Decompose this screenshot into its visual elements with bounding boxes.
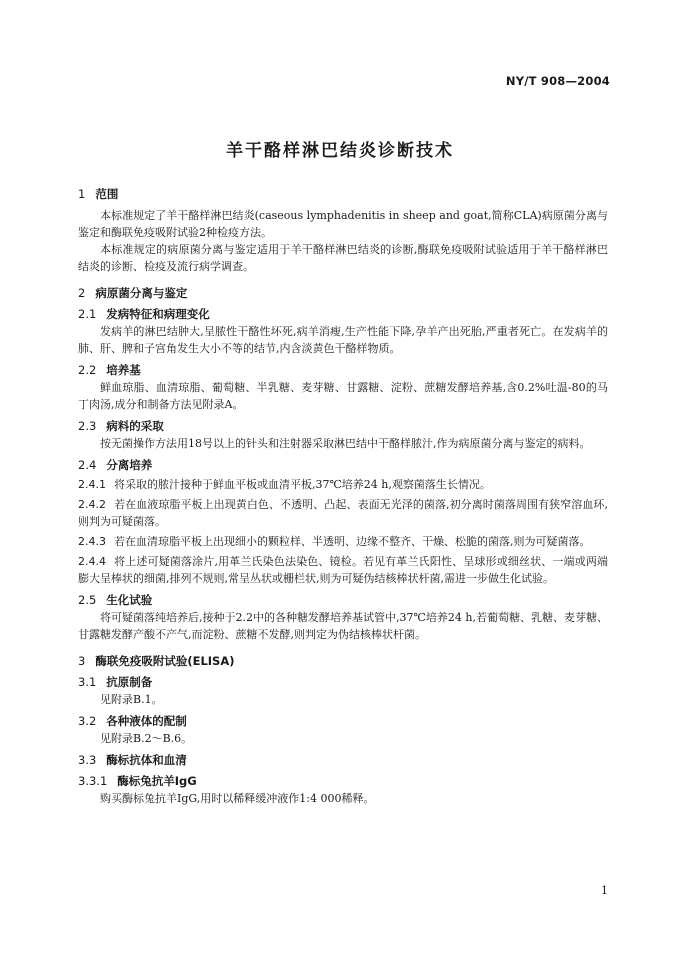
page-number: 1 bbox=[601, 884, 608, 897]
subsection-title: 生化试验 bbox=[106, 593, 153, 607]
paragraph: 购买酶标兔抗羊IgG,用时以稀释缓冲液作1:4 000稀释。 bbox=[100, 792, 375, 805]
subsection-number: 3.3.1 bbox=[78, 774, 108, 788]
clause-2-4-1 bbox=[78, 476, 608, 493]
clause-2-4-4 bbox=[78, 553, 608, 587]
subsection-title: 病料的采取 bbox=[106, 419, 164, 433]
section-heading-1 bbox=[78, 186, 608, 202]
subsection-heading-2-2 bbox=[78, 362, 608, 378]
section-title: 范围 bbox=[95, 187, 119, 201]
clause-number: 2.4.2 bbox=[78, 498, 106, 511]
section-title: 病原菌分离与鉴定 bbox=[95, 286, 188, 300]
paragraph: 将可疑菌落纯培养后,接种于2.2中的各种糖发酵培养基试管中,37℃培养24 h,若葡萄糖、乳糖、麦芽糖、甘露糖发酵产酸不产气,而淀粉、蔗糖不发酵,则判定为伪结核棒状杆菌。 bbox=[78, 611, 608, 641]
subsection-number: 2.1 bbox=[78, 307, 97, 321]
subsection-heading-2-5 bbox=[78, 592, 608, 608]
subsection-number: 3.3 bbox=[78, 753, 97, 767]
subsection-heading-3-3-1 bbox=[78, 773, 608, 789]
clause-2-4-3 bbox=[78, 533, 608, 550]
subsection-number: 2.4 bbox=[78, 458, 97, 472]
clause-number: 2.4.4 bbox=[78, 555, 106, 568]
subsection-title: 抗原制备 bbox=[106, 675, 153, 689]
subsection-number: 3.1 bbox=[78, 675, 97, 689]
section-number: 3 bbox=[78, 654, 86, 668]
clause-text: 将采取的脓汁接种于鲜血平板或血清平板,37℃培养24 h,观察菌落生长情况。 bbox=[114, 478, 491, 491]
clause-2-4-2 bbox=[78, 496, 608, 530]
section-heading-3 bbox=[78, 653, 608, 669]
clause-number: 2.4.1 bbox=[78, 478, 106, 491]
section-title: 酶联免疫吸附试验(ELISA) bbox=[95, 654, 235, 668]
subsection-heading-3-3 bbox=[78, 752, 608, 768]
paragraph: 鲜血琼脂、血清琼脂、葡萄糖、半乳糖、麦芽糖、甘露糖、淀粉、蔗糖发酵培养基,含0.2%吐温-80的马丁肉汤,成分和制备方法见附录A。 bbox=[78, 381, 608, 411]
subsection-title: 发病特征和病理变化 bbox=[106, 307, 210, 321]
paragraph: 本标准规定了羊干酪样淋巴结炎(caseous lymphadenitis in sheep and goat,简称CLA)病原菌分离与鉴定和酶联免疫吸附试验2种检疫方法。 bbox=[78, 209, 608, 239]
document-body bbox=[78, 186, 608, 807]
subsection-heading-2-3 bbox=[78, 418, 608, 434]
clause-text: 将上述可疑菌落涂片,用革兰氏染色法染色、镜检。若见有革兰氏阳性、呈球形或细丝状、一端或两端膨大呈棒状的细菌,排列不规则,常呈丛状或栅栏状,则为可疑伪结核棒状杆菌,需进一步做生化试验。 bbox=[78, 555, 608, 585]
subsection-number: 2.2 bbox=[78, 363, 97, 377]
subsection-number: 2.3 bbox=[78, 419, 97, 433]
paragraph: 发病羊的淋巴结肿大,呈脓性干酪性坏死,病羊消瘦,生产性能下降,孕羊产出死胎,严重者死亡。在发病羊的肺、肝、脾和子宫角发生大小不等的结节,内含淡黄色干酪样物质。 bbox=[78, 325, 608, 355]
clause-text: 若在血清琼脂平板上出现细小的颗粒样、半透明、边缘不整齐、干燥、松脆的菌落,则为可疑菌落。 bbox=[114, 535, 591, 548]
subsection-title: 酶标抗体和血清 bbox=[106, 753, 187, 767]
subsection-heading-2-1 bbox=[78, 306, 608, 322]
subsection-number: 3.2 bbox=[78, 714, 97, 728]
section-heading-2 bbox=[78, 285, 608, 301]
clause-number: 2.4.3 bbox=[78, 535, 106, 548]
paragraph: 见附录B.2～B.6。 bbox=[100, 732, 193, 745]
subsection-heading-2-4 bbox=[78, 457, 608, 473]
paragraph: 见附录B.1。 bbox=[100, 693, 163, 706]
standard-code: NY/T 908—2004 bbox=[505, 74, 610, 88]
subsection-title: 酶标兔抗羊IgG bbox=[117, 774, 197, 788]
document-title: 羊干酪样淋巴结炎诊断技术 bbox=[226, 141, 454, 161]
section-number: 2 bbox=[78, 286, 86, 300]
clause-text: 若在血液琼脂平板上出现黄白色、不透明、凸起、表面无光泽的菌落,初分离时菌落周围有狭窄溶血环,则判为可疑菌落。 bbox=[78, 498, 608, 528]
subsection-number: 2.5 bbox=[78, 593, 97, 607]
section-number: 1 bbox=[78, 187, 86, 201]
subsection-heading-3-2 bbox=[78, 713, 608, 729]
subsection-title: 分离培养 bbox=[106, 458, 153, 472]
paragraph: 本标准规定的病原菌分离与鉴定适用于羊干酪样淋巴结炎的诊断,酶联免疫吸附试验适用于羊干酪样淋巴结炎的诊断、检疫及流行病学调查。 bbox=[78, 243, 608, 273]
subsection-heading-3-1 bbox=[78, 674, 608, 690]
subsection-title: 培养基 bbox=[106, 363, 141, 377]
subsection-title: 各种液体的配制 bbox=[106, 714, 187, 728]
paragraph: 按无菌操作方法用18号以上的针头和注射器采取淋巴结中干酪样脓汁,作为病原菌分离与鉴定的病料。 bbox=[100, 437, 591, 450]
